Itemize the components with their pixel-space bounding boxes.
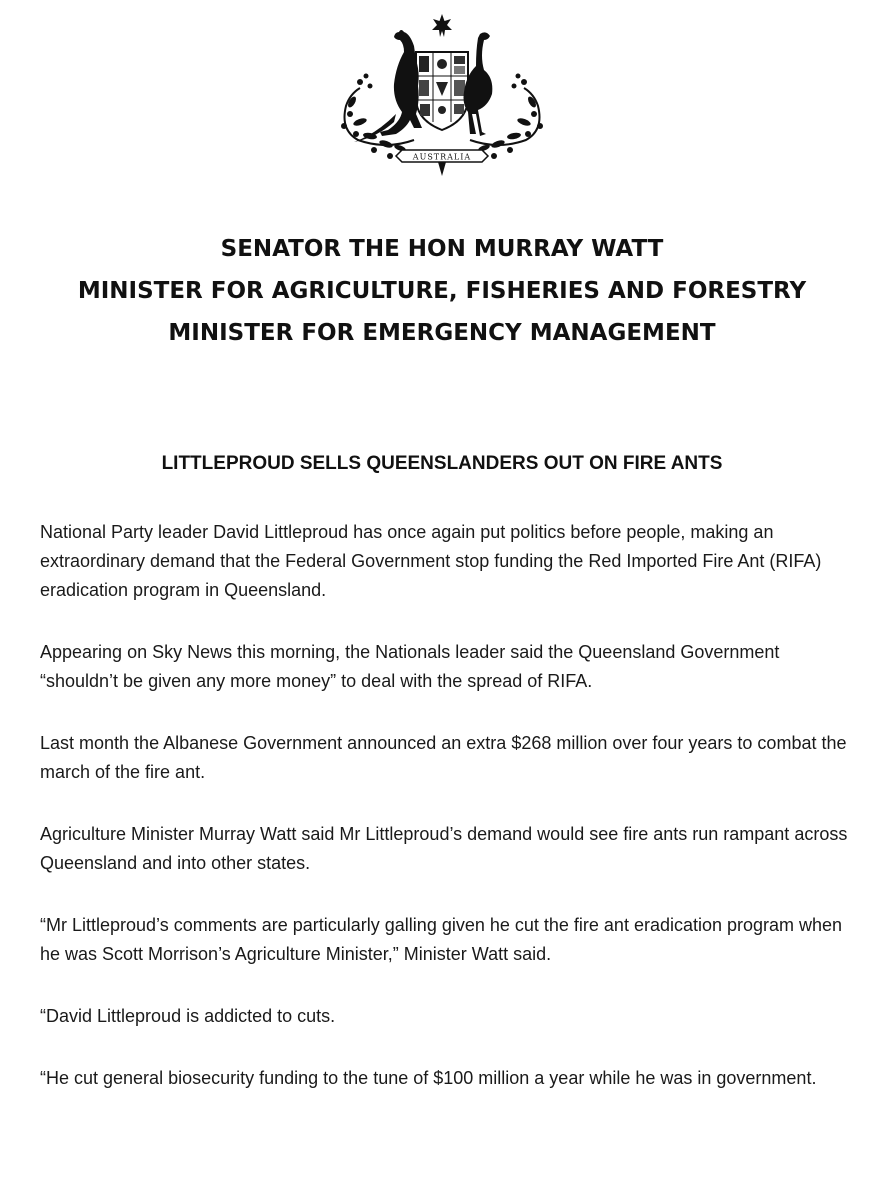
coat-of-arms-logo: [330, 10, 554, 180]
svg-text:AUSTRALIA: AUSTRALIA: [412, 152, 472, 162]
paragraph: National Party leader David Littleproud has once again put politics before people, making an extraordinary demand that the Federal Government stop funding the Red Imported Fire Ant (RIFA) eradication program in Queensland.: [40, 522, 822, 600]
emu-icon: [464, 32, 493, 136]
minister-name: SENATOR THE HON MURRAY WATT: [220, 236, 664, 262]
paragraph: “He cut general biosecurity funding to the tune of $100 million a year while he was in government.: [40, 1068, 817, 1088]
kangaroo-icon: [354, 30, 422, 142]
paragraph: “Mr Littleproud’s comments are particularly galling given he cut the fire ant eradication program when he was Scott Morrison’s Agriculture Minister,” Minister Watt said.: [40, 915, 843, 964]
minister-portfolio-agriculture: MINISTER FOR AGRICULTURE, FISHERIES AND FORESTRY: [77, 278, 807, 304]
press-release-headline: LITTLEPROUD SELLS QUEENSLANDERS OUT ON FIRE ANTS: [161, 453, 723, 474]
paragraph: Appearing on Sky News this morning, the Nationals leader said the Queensland Government “shouldn’t be given any more money” to deal with the spread of RIFA.: [40, 642, 780, 691]
commonwealth-star-icon: [432, 14, 452, 37]
press-release-body: [40, 518, 860, 1126]
paragraph: “David Littleproud is addicted to cuts.: [40, 1006, 336, 1026]
paragraph: Last month the Albanese Government announced an extra $268 million over four years to combat the march of the fire ant.: [40, 733, 847, 782]
australia-scroll: [396, 150, 488, 162]
minister-portfolio-emergency: MINISTER FOR EMERGENCY MANAGEMENT: [168, 320, 716, 346]
stem-icon: [438, 162, 446, 176]
shield-icon: [416, 52, 468, 130]
paragraph: Agriculture Minister Murray Watt said Mr Littleproud’s demand would see fire ants run rampant across Queensland and into other states.: [40, 824, 848, 873]
minister-title-block: [0, 228, 884, 354]
